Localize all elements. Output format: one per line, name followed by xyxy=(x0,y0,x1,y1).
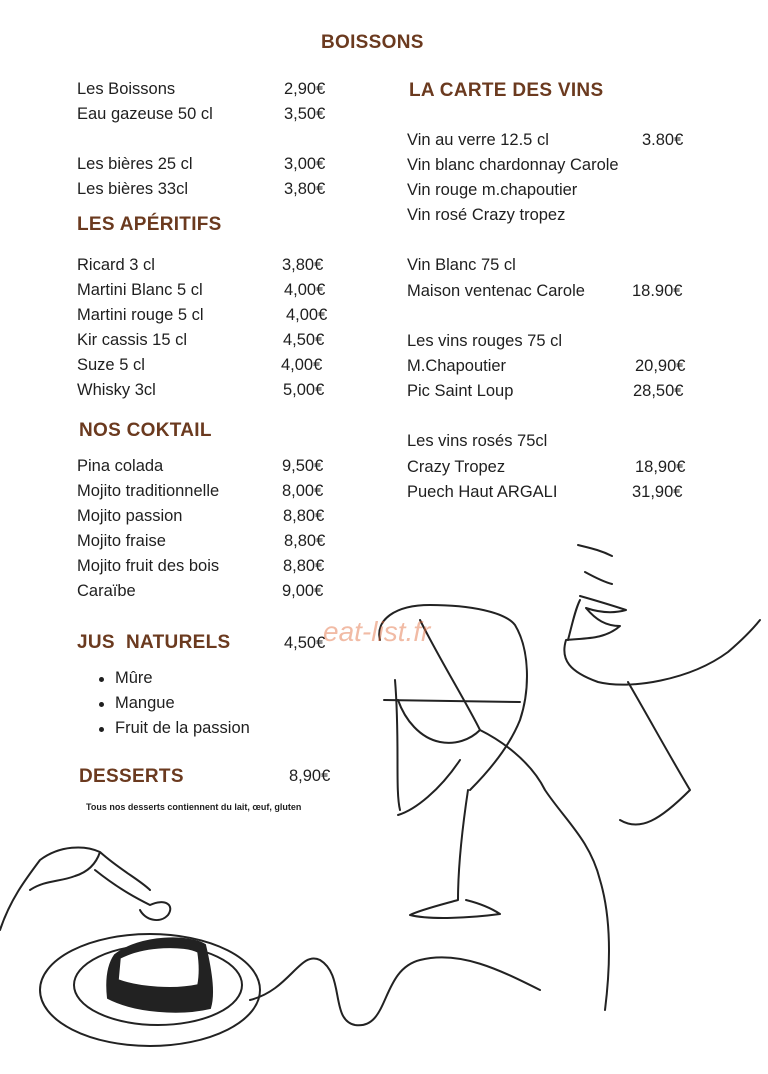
item-name: Les bières 25 cl xyxy=(77,155,193,173)
menu-item xyxy=(77,331,332,353)
section-heading-aperitifs: LES APÉRITIFS xyxy=(77,214,222,235)
menu-item xyxy=(77,532,332,554)
wine-line xyxy=(407,131,697,153)
item-name: Whisky 3cl xyxy=(77,381,156,399)
item-price: 3,80€ xyxy=(282,256,324,274)
item-name: Vin Blanc 75 cl xyxy=(407,256,516,274)
section-price-jus: 4,50€ xyxy=(284,634,326,652)
wine-glass-stem xyxy=(410,790,500,918)
item-price: 31,90€ xyxy=(632,483,683,501)
neck-line xyxy=(620,682,690,825)
face-profile-line xyxy=(564,545,760,685)
item-price: 4,50€ xyxy=(283,331,325,349)
menu-item xyxy=(77,381,332,403)
menu-item xyxy=(77,482,332,504)
wine-line xyxy=(407,483,697,505)
item-price: 3.80€ xyxy=(642,131,684,149)
section-price-desserts: 8,90€ xyxy=(289,767,331,785)
juice-list xyxy=(77,669,250,744)
item-price: 9,00€ xyxy=(282,582,324,600)
wine-line xyxy=(407,458,697,480)
item-price: 4,00€ xyxy=(281,356,323,374)
wine-line xyxy=(407,382,697,404)
item-name: Mojito fraise xyxy=(77,532,166,550)
wine-line xyxy=(407,357,697,379)
item-name: Martini Blanc 5 cl xyxy=(77,281,203,299)
item-price: 8,80€ xyxy=(284,532,326,550)
item-name: Pic Saint Loup xyxy=(407,382,514,400)
item-name: Suze 5 cl xyxy=(77,356,145,374)
item-name: Mojito fruit des bois xyxy=(77,557,220,575)
list-item: Fruit de la passion xyxy=(77,719,250,744)
item-name: Puech Haut ARGALI xyxy=(407,483,558,501)
item-name: Les vins rosés 75cl xyxy=(407,432,548,450)
hand-outline xyxy=(395,620,609,1010)
wine-line xyxy=(407,432,697,454)
item-name: Vin rosé Crazy tropez xyxy=(407,206,566,224)
item-price: 28,50€ xyxy=(633,382,684,400)
item-name: Vin blanc chardonnay Carole xyxy=(407,156,619,174)
item-price: 8,80€ xyxy=(283,557,325,575)
section-heading-wines: LA CARTE DES VINS xyxy=(409,80,604,101)
menu-item xyxy=(77,80,332,102)
menu-item xyxy=(77,582,332,604)
menu-item xyxy=(77,180,332,202)
item-name: Kir cassis 15 cl xyxy=(77,331,188,349)
item-price: 3,80€ xyxy=(284,180,326,198)
wine-line xyxy=(407,181,697,203)
item-name: Mojito traditionnelle xyxy=(77,482,220,500)
wine-line xyxy=(407,332,697,354)
item-name: Vin rouge m.chapoutier xyxy=(407,181,578,199)
menu-item xyxy=(77,256,332,278)
item-name: Crazy Tropez xyxy=(407,458,506,476)
list-item: Mangue xyxy=(77,694,250,719)
menu-item xyxy=(77,457,332,479)
list-item: Mûre xyxy=(77,669,250,694)
menu-item xyxy=(77,105,332,127)
item-name: Martini rouge 5 cl xyxy=(77,306,204,324)
item-price: 4,00€ xyxy=(286,306,328,324)
item-name: Ricard 3 cl xyxy=(77,256,155,274)
wine-line xyxy=(407,156,697,178)
item-name: Caraïbe xyxy=(77,582,136,600)
section-heading-jus: JUS NATURELS xyxy=(77,632,231,653)
section-heading-desserts: DESSERTS xyxy=(79,766,184,787)
item-price: 18,90€ xyxy=(635,458,686,476)
section-heading-cocktails: NOS COKTAIL xyxy=(79,420,212,441)
item-name: Eau gazeuse 50 cl xyxy=(77,105,213,123)
item-price: 4,00€ xyxy=(284,281,326,299)
item-name: Les Boissons xyxy=(77,80,176,98)
desserts-allergen-note: Tous nos desserts contiennent du lait, œuf, gluten xyxy=(86,802,302,812)
spoon-hand-outline xyxy=(0,847,150,930)
menu-item xyxy=(77,356,332,378)
wine-line xyxy=(407,206,697,228)
item-price: 3,00€ xyxy=(284,155,326,173)
item-name: M.Chapoutier xyxy=(407,357,507,375)
item-name: Vin au verre 12.5 cl xyxy=(407,131,549,149)
watermark: eat-list.fr xyxy=(323,616,431,647)
menu-item xyxy=(77,507,332,529)
wine-line xyxy=(407,282,697,304)
item-price: 20,90€ xyxy=(635,357,686,375)
menu-item xyxy=(77,306,332,328)
ribbon-line xyxy=(250,957,540,1025)
item-price: 5,00€ xyxy=(283,381,325,399)
menu-item xyxy=(77,281,332,303)
item-price: 9,50€ xyxy=(282,457,324,475)
page-title: BOISSONS xyxy=(321,32,424,53)
item-price: 2,90€ xyxy=(284,80,326,98)
item-name: Pina colada xyxy=(77,457,164,475)
item-price: 3,50€ xyxy=(284,105,326,123)
item-name: Les bières 33cl xyxy=(77,180,188,198)
item-price: 8,80€ xyxy=(283,507,325,525)
item-name: Mojito passion xyxy=(77,507,183,525)
item-name: Maison ventenac Carole xyxy=(407,282,585,300)
menu-item xyxy=(77,155,332,177)
menu-item xyxy=(77,557,332,579)
item-price: 8,00€ xyxy=(282,482,324,500)
item-name: Les vins rouges 75 cl xyxy=(407,332,563,350)
item-price: 18.90€ xyxy=(632,282,683,300)
wine-line xyxy=(407,256,697,278)
